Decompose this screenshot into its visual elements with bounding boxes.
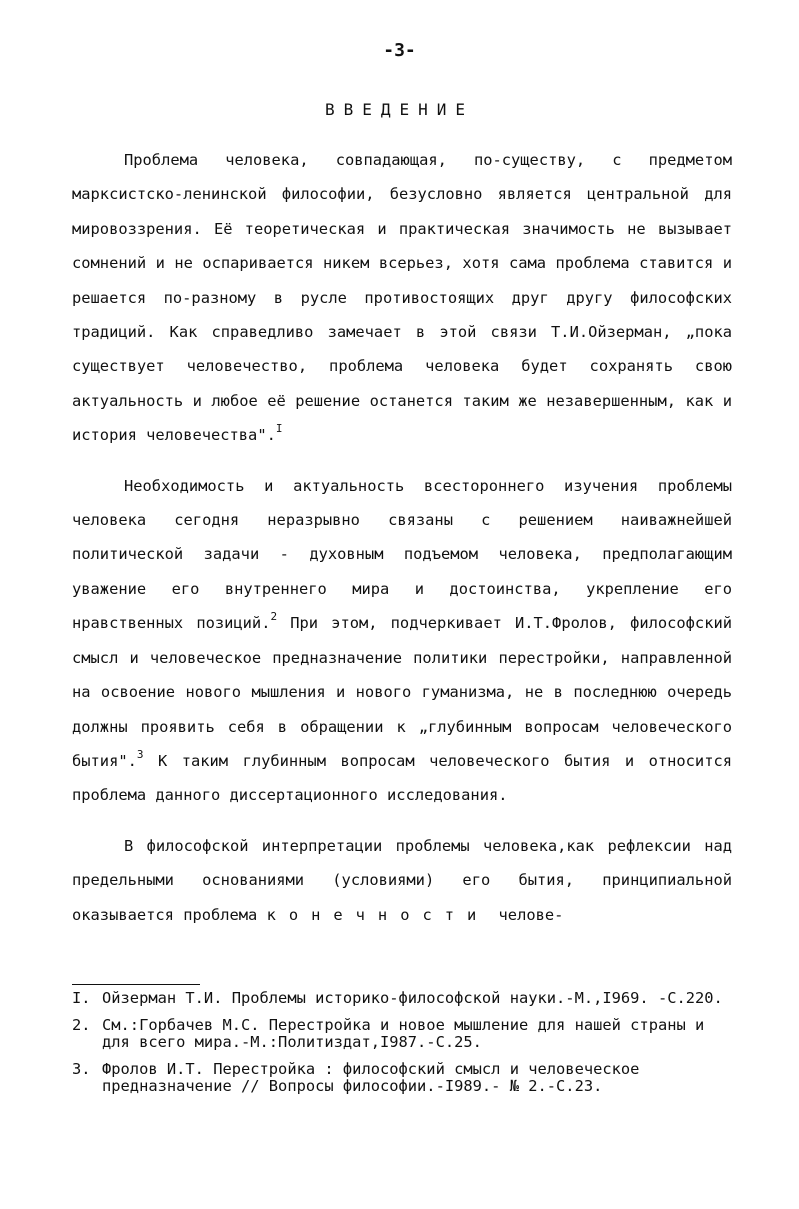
paragraph bbox=[72, 469, 732, 813]
paragraph bbox=[72, 829, 732, 932]
footnote-ref: 3 bbox=[136, 747, 144, 761]
paragraph-text: К таким глубинным вопросам человеческого бытия и относится проблема данного диссертационного исследования. bbox=[72, 751, 732, 805]
footnote-number: I. bbox=[72, 989, 91, 1007]
footnote-number: 3. bbox=[72, 1060, 91, 1078]
paragraph-text: Проблема человека, совпадающая, по-существу, с предметом марксистско-ленинской философии, безусловно является центральной для мировоззрения. Её теоретическая и практическая значимость не вызывает сомнений и не оспаривается никем всерьез, хотя сама проблема ставится и решается по-разному в русле противостоящих друг другу философских традиций. Как справедливо замечает в этой связи Т.И.Ойзерман, „пока существует человечество, проблема человека будет сохранять свою актуальность и любое её решение останется таким же незавершенным, как и история человечества". bbox=[72, 151, 732, 445]
footnote bbox=[72, 990, 737, 1007]
footnote-number: 2. bbox=[72, 1016, 91, 1034]
paragraph-text: Необходимость и актуальность всестороннего изучения проблемы человека сегодня неразрывно связаны с решением наиважнейшей политической задачи - духовным подъемом человека, предполагающим уважение его внутреннего мира и достоинства, укрепление его нравственных позиций. bbox=[72, 476, 732, 633]
footnote-text: Фролов И.Т. Перестройка : философский смысл и человеческое предназначение // Вопросы философии.-I989.- № 2.-С.23. bbox=[102, 1060, 640, 1095]
footnote-ref: I bbox=[275, 422, 283, 436]
page-number: -3- bbox=[383, 40, 416, 61]
body-text bbox=[72, 143, 732, 948]
paragraph-text: челове- bbox=[489, 905, 564, 924]
footnote bbox=[72, 1061, 737, 1095]
paragraph-text: В философской интерпретации проблемы человека,как рефлексии над предельными основаниями (условиями) его бытия, принципиальной оказывается проблема bbox=[72, 836, 732, 924]
footnote bbox=[72, 1017, 737, 1051]
footnote-text: См.:Горбачев М.С. Перестройка и новое мышление для нашей страны и для всего мира.-М.:Политиздат,I987.-С.25. bbox=[102, 1016, 705, 1051]
paragraph-text: При этом, подчеркивает И.Т.Фролов, философский смысл и человеческое предназначение политики перестройки, направленной на освоение нового мышления и нового гуманизма, не в последнюю очередь должны проявить себя в обращении к „глубинным вопросам человеческого бытия". bbox=[72, 614, 732, 770]
footnote-divider bbox=[72, 984, 200, 985]
section-title: ВВЕДЕНИЕ bbox=[324, 100, 475, 119]
footnote-text: Ойзерман Т.И. Проблемы историко-философской науки.-М.,I969. -С.220. bbox=[102, 989, 723, 1007]
paragraph bbox=[72, 143, 732, 453]
footnote-ref: 2 bbox=[270, 610, 278, 624]
emphasized-word: конечности bbox=[266, 905, 490, 924]
footnotes bbox=[72, 990, 737, 1105]
